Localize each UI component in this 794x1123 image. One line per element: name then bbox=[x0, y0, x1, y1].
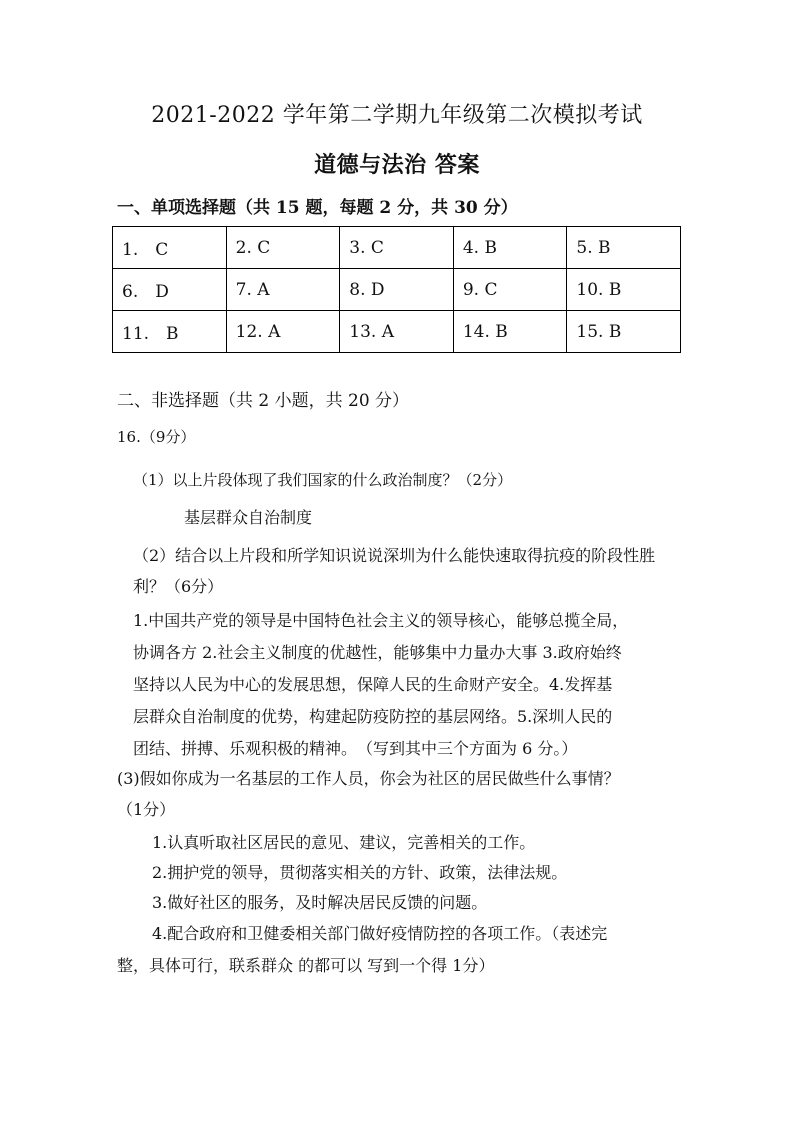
question-2-line: 利？（6分） bbox=[133, 577, 224, 596]
table-cell: 13. A bbox=[340, 311, 454, 353]
table-cell: 9. C bbox=[453, 269, 567, 311]
answer-3-line: 1.认真听取社区居民的意见、建议，完善相关的工作。 bbox=[152, 833, 536, 852]
table-cell: 15. B bbox=[567, 311, 681, 353]
answer-3-line: 整，具体可行，联系群众 的都可以 写到一个得 1分） bbox=[117, 956, 495, 975]
answer-2-line: 团结、拼搏、乐观积极的精神。 （写到其中三个方面为 6 分。） bbox=[133, 739, 578, 758]
table-cell: 7. A bbox=[226, 269, 340, 311]
table-cell: 8. D bbox=[340, 269, 454, 311]
table-row bbox=[113, 311, 681, 353]
section1-heading: 一、单项选择题（共 15 题，每题 2 分，共 30 分） bbox=[117, 198, 518, 218]
table-cell: 1. C bbox=[113, 227, 227, 269]
answer-2-line: 层群众自治制度的优势，构建起防疫防控的基层网络。5.深圳人民的 bbox=[133, 707, 613, 726]
question-2-line: （2）结合以上片段和所学知识说说深圳为什么能快速取得抗疫的阶段性胜 bbox=[133, 546, 656, 565]
question-3-line: (3)假如你成为一名基层的工作人员，你会为社区的居民做些什么事情？ bbox=[117, 769, 620, 788]
answer-1: 基层群众自治制度 bbox=[184, 508, 313, 527]
answer-2-line: 1.中国共产党的领导是中国特色社会主义的领导核心，能够总揽全局， bbox=[133, 611, 629, 630]
table-cell: 14. B bbox=[453, 311, 567, 353]
answer-3-line: 4.配合政府和卫健委相关部门做好疫情防控的各项工作。（表述完 bbox=[152, 924, 608, 943]
answer-3-line: 2.拥护党的领导，贯彻落实相关的方针、政策，法律法规。 bbox=[152, 863, 568, 882]
answer-2-line: 协调各方 2.社会主义制度的优越性，能够集中力量办大事 3.政府始终 bbox=[133, 643, 622, 662]
answer-3-line: 3.做好社区的服务，及时解决居民反馈的问题。 bbox=[152, 893, 488, 912]
page-title: 2021-2022 学年第二学期九年级第二次模拟考试 bbox=[151, 103, 643, 128]
table-cell: 3. C bbox=[340, 227, 454, 269]
table-cell: 2. C bbox=[226, 227, 340, 269]
question-16-label: 16.（9分） bbox=[117, 428, 196, 446]
table-cell: 6. D bbox=[113, 269, 227, 311]
table-cell: 5. B bbox=[567, 227, 681, 269]
question-3-line: （1分） bbox=[117, 800, 176, 819]
table-cell: 10. B bbox=[567, 269, 681, 311]
answer-2-line: 坚持以人民为中心的发展思想，保障人民的生命财产安全。4.发挥基 bbox=[133, 675, 613, 694]
table-cell: 12. A bbox=[226, 311, 340, 353]
section2-heading: 二、非选择题（共 2 小题，共 20 分） bbox=[117, 391, 410, 411]
table-cell: 4. B bbox=[453, 227, 567, 269]
table-row bbox=[113, 269, 681, 311]
answer-table bbox=[112, 226, 681, 353]
page-subtitle: 道德与法治 答案 bbox=[314, 152, 480, 178]
table-row bbox=[113, 227, 681, 269]
question-1: （1）以上片段体现了我们国家的什么政治制度？（2分） bbox=[133, 471, 513, 489]
table-cell: 11. B bbox=[113, 311, 227, 353]
